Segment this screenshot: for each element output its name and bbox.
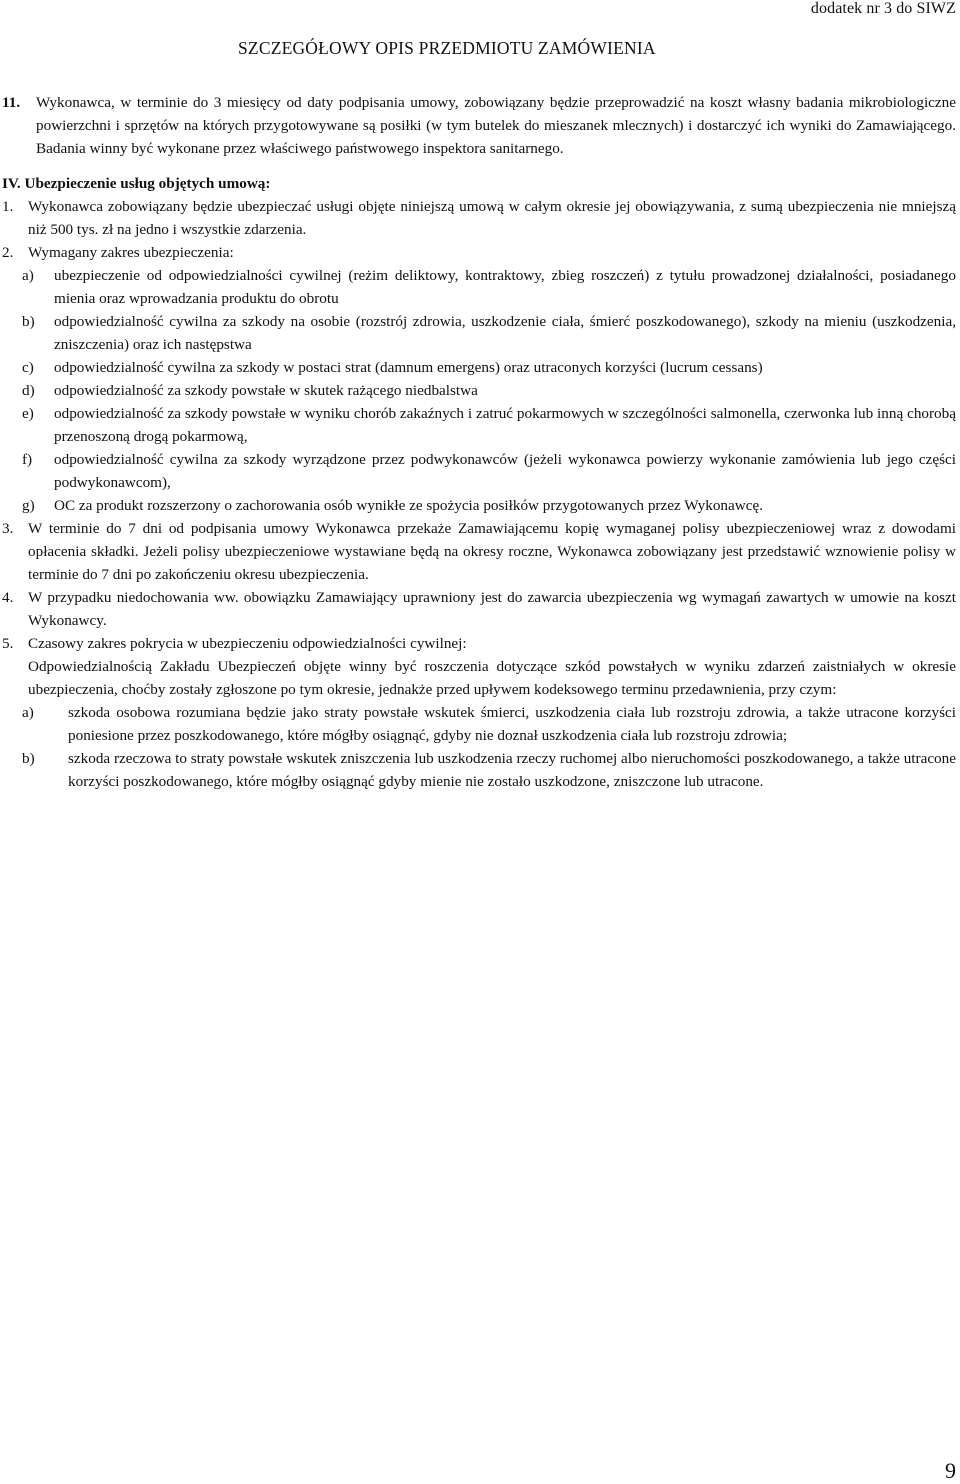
list-marker: f)	[22, 451, 33, 468]
paragraph-number: 11.	[2, 94, 21, 111]
list-item	[22, 264, 956, 310]
annex-label: dodatek nr 3 do SIWZ	[810, 0, 956, 17]
point-number: 2.	[2, 244, 14, 261]
list-marker: b)	[22, 750, 35, 767]
insurance-point-2	[2, 241, 956, 264]
list-text: odpowiedzialność cywilna za szkody w postaci strat (damnum emergens) oraz utraconych korzyści (lucrum cessans)	[54, 359, 763, 376]
paragraph-text: Wykonawca, w terminie do 3 miesięcy od daty podpisania umowy, zobowiązany będzie przeprowadzić na koszt własny badania mikrobiologiczne powierzchni i sprzętów na których przygotowywane są posiłki (w tym butelek do mieszanek mlecznych) i dostarczyć ich wyniki do Zamawiającego. Badania winny być wykonane przez właściwego państwowego inspektora sanitarnego.	[36, 94, 956, 157]
list-item	[22, 310, 956, 356]
list-marker: a)	[22, 267, 34, 284]
point-number: 1.	[2, 198, 14, 215]
insurance-point-3	[2, 517, 956, 586]
point-number: 3.	[2, 520, 14, 537]
point-text: W terminie do 7 dni od podpisania umowy Wykonawca przekaże Zamawiającemu kopię wymaganej polisy ubezpieczeniowej wraz z dowodami opłacenia składki. Jeżeli polisy ubezpieczeniowe wystawiane będą na okresy roczne, Wykonawca zobowiązany jest przedstawić wznowienie polisy w terminie do 7 dni po zakończeniu okresu ubezpieczenia.	[28, 520, 956, 583]
point-text: Wykonawca zobowiązany będzie ubezpieczać usługi objęte niniejszą umową w całym okresie jej obowiązywania, z sumą ubezpieczenia nie mniejszą niż 500 tys. zł na jedno i wszystkie zdarzenia.	[28, 198, 956, 238]
section-heading: IV. Ubezpieczenie usług objętych umową:	[2, 175, 271, 192]
document-body	[2, 91, 956, 793]
list-item	[22, 494, 956, 517]
insurance-point-4	[2, 586, 956, 632]
insurance-scope-list	[22, 264, 956, 517]
list-text: odpowiedzialność za szkody powstałe w skutek rażącego niedbalstwa	[54, 382, 478, 399]
list-text: odpowiedzialność cywilna za szkody na osobie (rozstrój zdrowia, uszkodzenie ciała, śmierć poszkodowanego), szkody na mieniu (uszkodzenia, zniszczenia) oraz ich następstwa	[54, 313, 956, 353]
point-text: Czasowy zakres pokrycia w ubezpieczeniu odpowiedzialności cywilnej:	[28, 635, 467, 652]
page-title: SZCZEGÓŁOWY OPIS PRZEDMIOTU ZAMÓWIENIA	[238, 38, 656, 58]
paragraph-11	[2, 91, 956, 160]
point-number: 4.	[2, 589, 14, 606]
point-text: Wymagany zakres ubezpieczenia:	[28, 244, 234, 261]
list-item	[22, 448, 956, 494]
list-text: odpowiedzialność za szkody powstałe w wyniku chorób zakaźnych i zatruć pokarmowych w szczególności salmonella, czerwonka lub inną chorobą przenoszoną drogą pokarmową,	[54, 405, 956, 445]
damage-definitions-list	[2, 701, 956, 793]
list-item	[2, 747, 956, 793]
list-text: OC za produkt rozszerzony o zachorowania osób wynikłe ze spożycia posiłków przygotowanych przez Wykonawcę.	[54, 497, 763, 514]
list-marker: c)	[22, 359, 34, 376]
list-text: szkoda osobowa rozumiana będzie jako straty powstałe wskutek śmierci, uszkodzenia ciała lub rozstroju zdrowia, a także utracone korzyści poniesione przez poszkodowanego, które mógłby osiągnąć, gdyby nie doznał uszkodzenia ciała lub rozstroju zdrowia;	[68, 704, 956, 744]
list-item	[22, 402, 956, 448]
insurance-point-1	[2, 195, 956, 241]
point-text: W przypadku niedochowania ww. obowiązku Zamawiający uprawniony jest do zawarcia ubezpieczenia wg wymagań zawartych w umowie na koszt Wykonawcy.	[28, 589, 956, 629]
list-marker: g)	[22, 497, 35, 514]
list-text: odpowiedzialność cywilna za szkody wyrządzone przez podwykonawców (jeżeli wykonawca powierzy wykonanie zamówienia lub jego części podwykonawcom),	[54, 451, 956, 491]
list-item	[22, 356, 956, 379]
list-marker: b)	[22, 313, 35, 330]
list-marker: d)	[22, 382, 35, 399]
list-text: szkoda rzeczowa to straty powstałe wskutek zniszczenia lub uszkodzenia rzeczy ruchomej albo nieruchomości poszkodowanego, a także utracone korzyści poszkodowanego, które mógłby osiągnąć gdyby mienie nie zostało uszkodzone, zniszczone lub utracone.	[68, 750, 956, 790]
list-text: ubezpieczenie od odpowiedzialności cywilnej (reżim deliktowy, kontraktowy, zbieg roszczeń) z tytułu prowadzonej działalności, posiadanego mienia oraz wprowadzania produktu do obrotu	[54, 267, 956, 307]
list-marker: e)	[22, 405, 34, 422]
list-marker: a)	[22, 704, 34, 721]
coverage-text: Odpowiedzialnością Zakładu Ubezpieczeń objęte winny być roszczenia dotyczące szkód powstałych w wyniku zdarzeń zaistniałych w okresie ubezpieczenia, choćby zostały zgłoszone po tym okresie, jednakże przed upływem kodeksowego terminu przedawnienia, przy czym:	[28, 658, 956, 698]
coverage-paragraph	[28, 655, 956, 701]
list-item	[22, 379, 956, 402]
point-number: 5.	[2, 635, 14, 652]
insurance-point-5	[2, 632, 956, 655]
list-item	[2, 701, 956, 747]
page-number: 9	[945, 1458, 956, 1483]
